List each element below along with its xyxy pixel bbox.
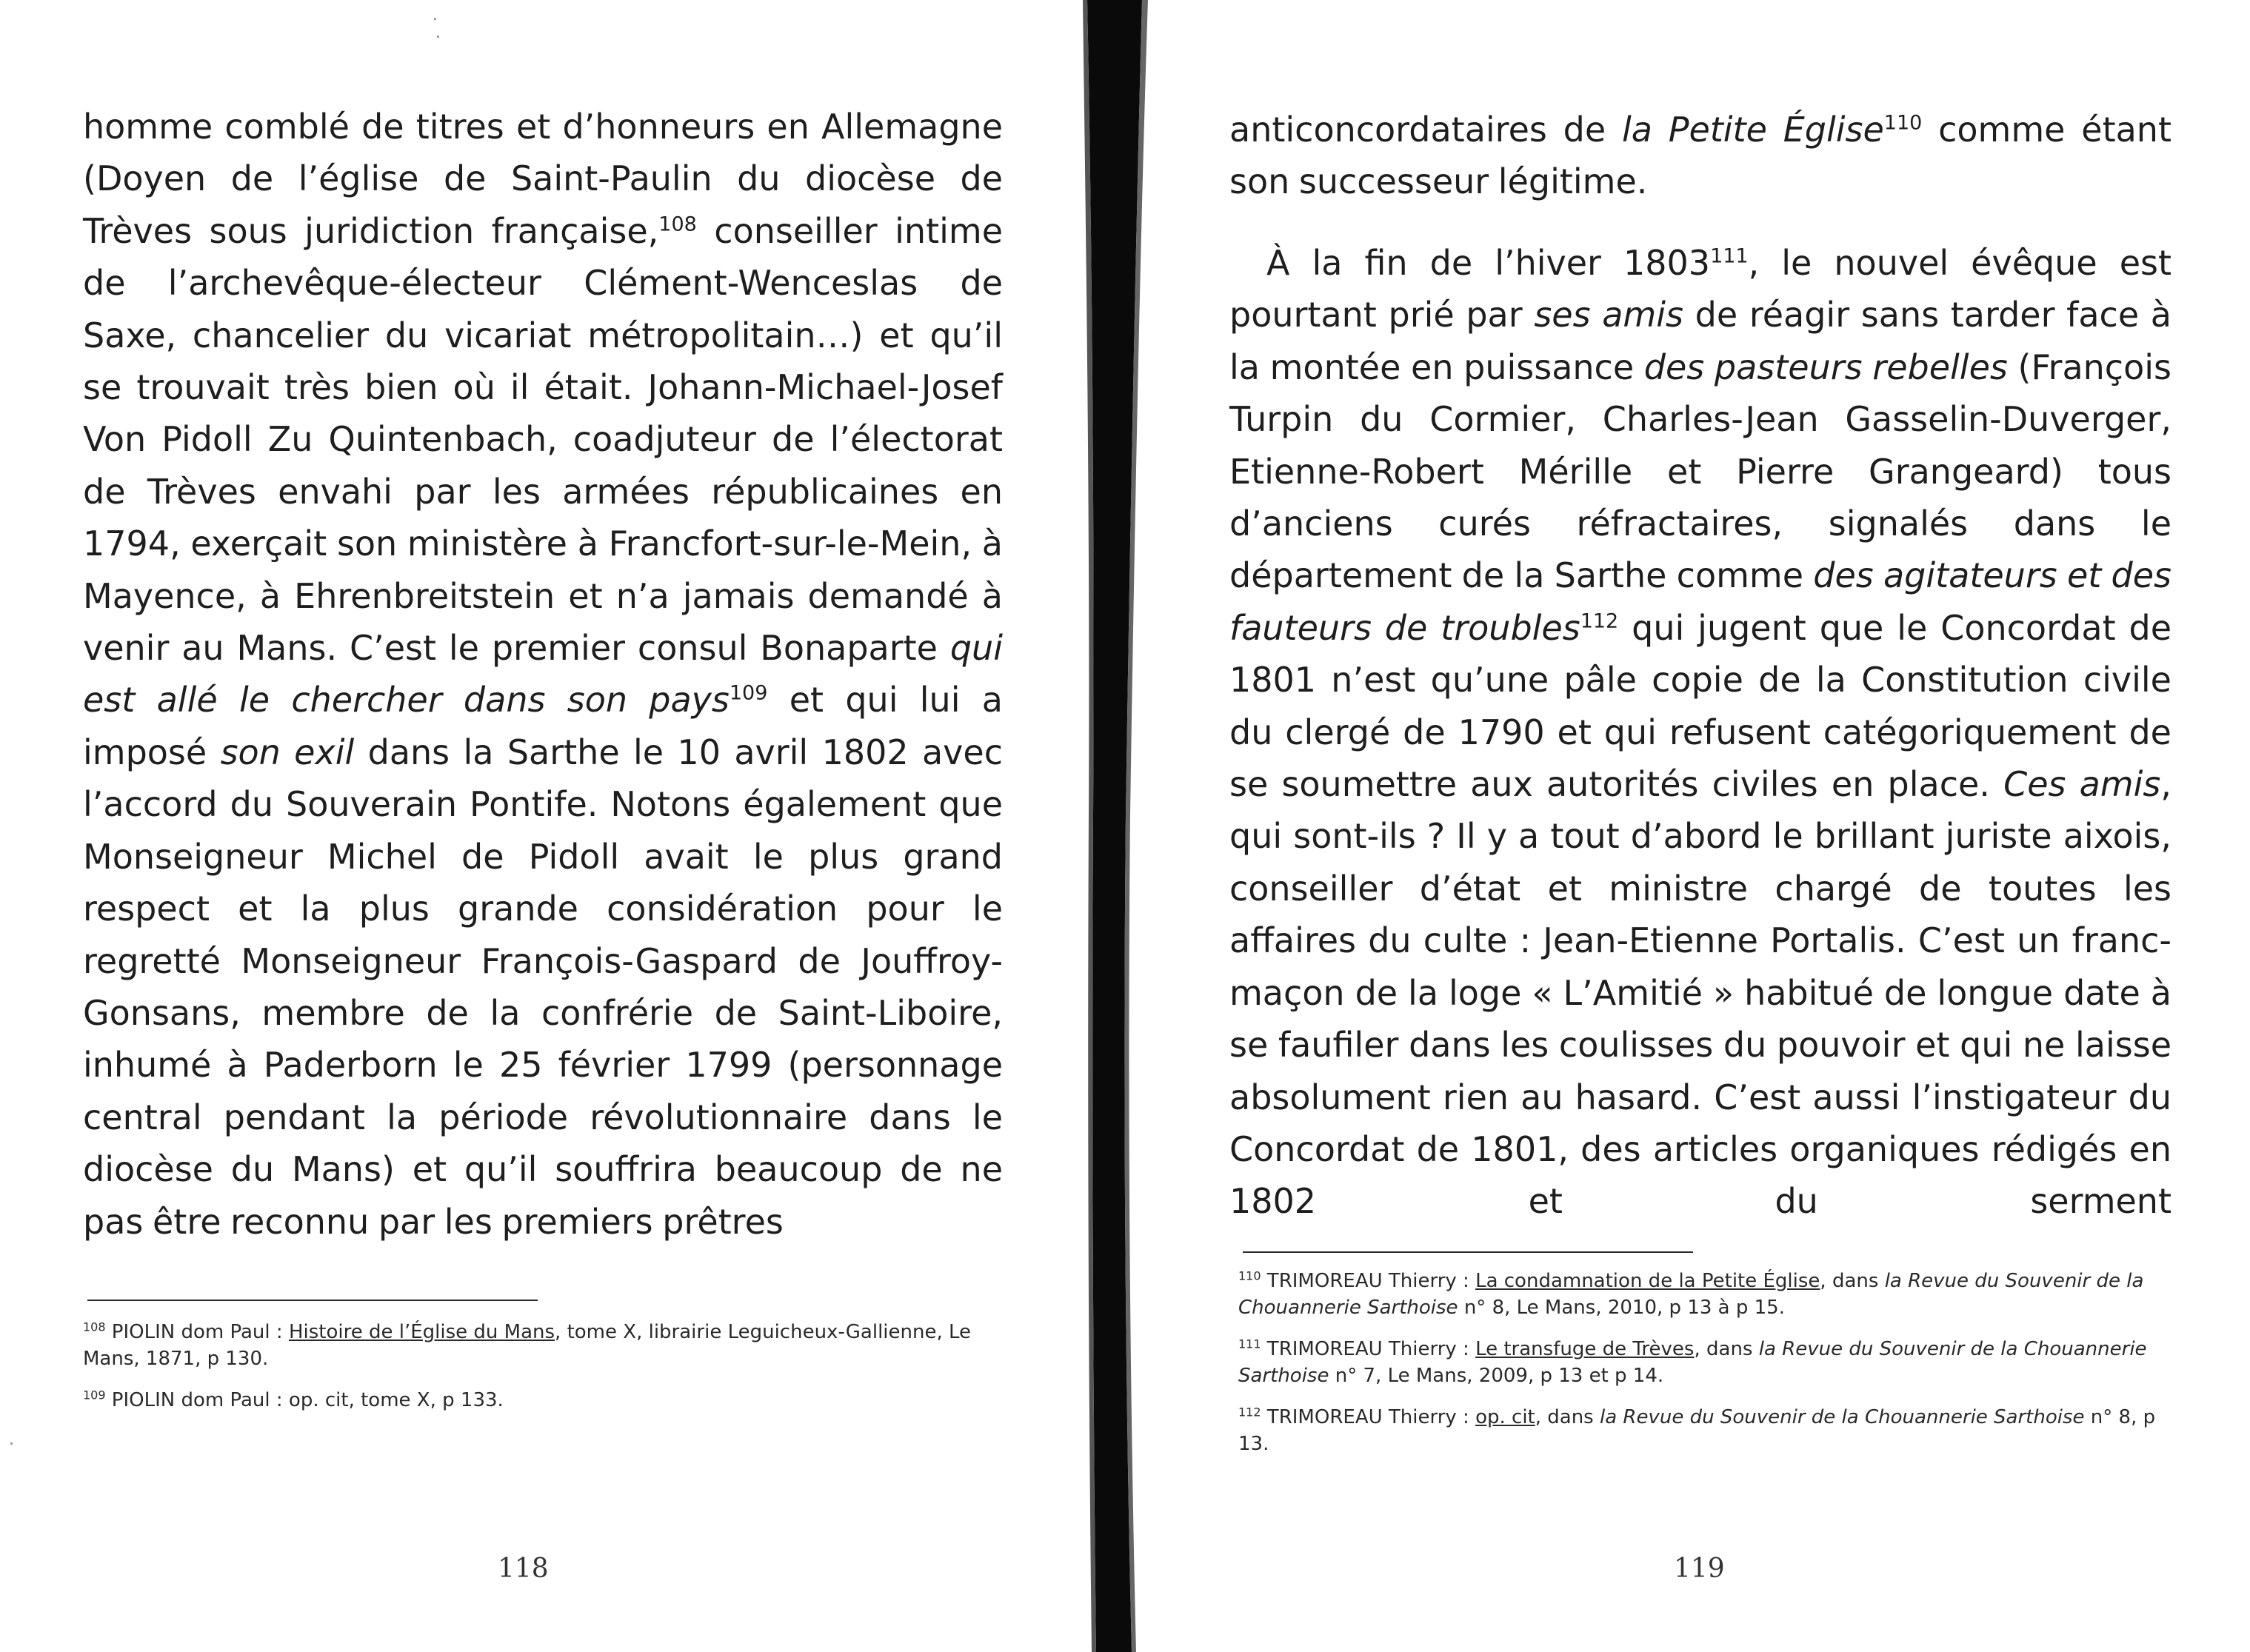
footnote-111: $^{111}$ TRIMOREAU Thierry : Le transfuge de Trèves, dans la Revue du Souvenir de la Chouannerie Sarthoise n° 7, Le Mans, 2009, p 13 et p 14. — [1238, 1337, 2147, 1387]
footnote-separator — [1243, 1251, 1693, 1253]
right-paragraph-2: À la fin de l’hiver 1803$^{111}$, le nouvel évêque est pourtant prié par ses amis de réagir sans tarder face à la montée en puissance des pasteurs rebelles (François Turpin du Cormier, Charles-Jean Gasselin-Duverger, Etienne-Robert Mérille et Pierre Grangeard) tous d’anciens curés réfractaires, signalés dans le département de la Sarthe comme des agitateurs et des fauteurs de troubles$^{112}$ qui jugent que le Concordat de 1801 n’est qu’une pâle copie de la Constitution civile du clergé de 1790 et qui refusent catégoriquement de se soumettre aux autorités civiles en place. Ces amis, qui sont-ils ? Il y a tout d’abord le brillant juriste aixois, conseiller d’état et ministre chargé de toutes les affaires du culte : Jean-Etienne Portalis. C’est un franc-maçon de la loge « L’Amitié » habitué de longue date à se faufiler dans les coulisses du pouvoir et qui ne laisse absolument rien au hasard. C’est aussi l’instigateur du Concordat de 1801, des articles organiques rédigés en 1802 et du serment — [1229, 243, 2171, 1222]
right-page — [1155, 0, 2250, 1652]
footnote-ref-111[interactable]: 111 — [1710, 244, 1749, 268]
scan-speck — [434, 18, 436, 20]
scan-speck — [10, 1442, 13, 1445]
left-page — [0, 0, 1074, 1652]
footnote-109: $^{109}$ PIOLIN dom Paul : op. cit, tome X, p 133. — [83, 1388, 504, 1411]
binding-gutter-shadow — [1055, 0, 1166, 1652]
footnote-112: $^{112}$ TRIMOREAU Thierry : op. cit, dans la Revue du Souvenir de la Chouannerie Sarthoise n° 8, p 13. — [1238, 1405, 2156, 1455]
footnote-ref-112[interactable]: 112 — [1580, 609, 1619, 633]
footnote-separator — [87, 1300, 538, 1301]
footnote-108: $^{108}$ PIOLIN dom Paul : Histoire de l’Église du Mans, tome X, librairie Leguicheux-Gallienne, Le Mans, 1871, p 130. — [83, 1320, 972, 1370]
footnote-ref-109[interactable]: 109 — [729, 682, 768, 706]
left-main-paragraph: homme comblé de titres et d’honneurs en Allemagne (Doyen de l’église de Saint-Paulin du diocèse de Trèves sous juridiction française,$^{108}$ conseiller intime de l’archevêque-électeur Clément-Wenceslas de Saxe, chancelier du vicariat métropolitain…) et qu’il se trouvait très bien où il était. Johann-Michael-Josef Von Pidoll Zu Quintenbach, coadjuteur de l’électorat de Trèves envahi par les armées républicaines en 1794, exerçait son ministère à Francfort-sur-le-Mein, à Mayence, à Ehrenbreitstein et n’a jamais demandé à venir au Mans. C’est le premier consul Bonaparte qui est allé le chercher dans son pays$^{109}$ et qui lui a imposé son exil dans la Sarthe le 10 avril 1802 avec l’accord du Souverain Pontife. Notons également que Monseigneur Michel de Pidoll avait le plus grand respect et la plus grande considération pour le regretté Monseigneur François-Gaspard de Jouffroy-Gonsans, membre de la confrérie de Saint-Liboire, inhumé à Paderborn le 25 février 1799 (personnage central pendant la période révolutionnaire dans le diocèse du Mans) et qu’il souffrira beaucoup de ne pas être reconnu par les premiers prêtres — [83, 107, 1004, 1242]
footnote-ref-110[interactable]: 110 — [1883, 111, 1923, 135]
footnote-110: $^{110}$ TRIMOREAU Thierry : La condamnation de la Petite Église, dans la Revue du Souvenir de la Chouannerie Sarthoise n° 8, Le Mans, 2010, p 13 à p 15. — [1238, 1268, 2144, 1319]
page-number-left: 118 — [498, 1554, 549, 1584]
page-number-right: 119 — [1674, 1554, 1725, 1584]
footnote-ref-108[interactable]: 108 — [658, 213, 697, 236]
right-paragraph-1: anticoncordataires de la Petite Église$^{110}$ comme étant son successeur légitime. — [1229, 110, 2171, 202]
scan-speck — [437, 36, 439, 38]
